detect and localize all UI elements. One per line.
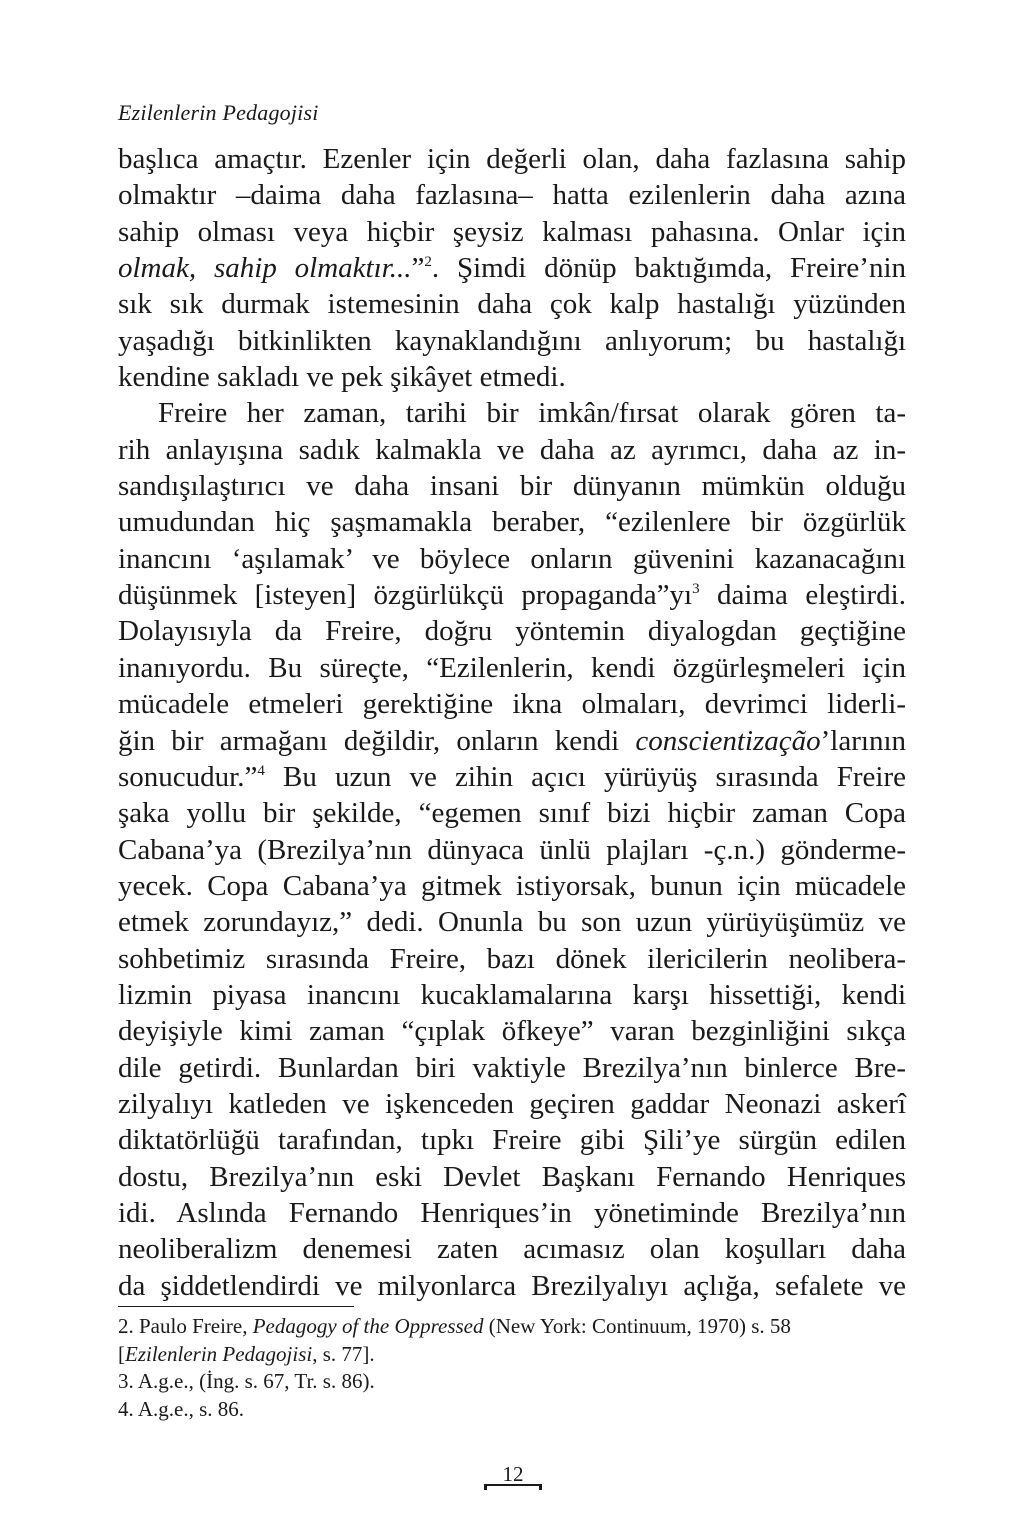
text-segment: Bu uzun ve zihin açıcı yürüyüş sırasında Freire (264, 760, 906, 793)
footnote-separator (118, 1306, 354, 1307)
text-segment: , s. 77]. (312, 1341, 375, 1366)
text-segment: sandışılaştırıcı ve daha insani bir dünyanın mümkün olduğu (118, 470, 906, 503)
text-line (118, 904, 906, 940)
text-segment: düşünmek [isteyen] özgürlükçü propaganda”yı (118, 579, 693, 612)
text-line (118, 250, 906, 286)
text-segment: da şiddetlendirdi ve milyonlarca Brezilyalıyı açlığa, sefalete ve (118, 1269, 906, 1302)
text-line (118, 577, 906, 613)
text-segment: başlıca amaçtır. Ezenler için değerli olan, daha fazlasına sahip (118, 143, 906, 175)
text-segment: daima eleştirdi. (699, 579, 906, 612)
text-segment: ğin bir armağanı değildir, onların kendi (118, 724, 636, 757)
text-line (118, 286, 906, 322)
text-segment: yaşadığı bitkinlikten kaynaklandığını anlıyorum; bu hastalığı (118, 324, 906, 357)
footnote-marker: 4 (257, 762, 265, 779)
text-segment: inanıyordu. Bu süreçte, “Ezilenlerin, kendi özgürleşmeleri için (118, 651, 906, 684)
footnote-line (118, 1313, 906, 1341)
text-segment: sohbetimiz sırasında Freire, bazı dönek ilericilerin neolibera- (118, 942, 906, 975)
text-line (118, 723, 906, 759)
footnote-line (118, 1396, 906, 1424)
text-segment: sonucudur.” (118, 760, 258, 793)
text-segment: lizmin piyasa inancını kucaklamalarına karşı hissettiği, kendi (118, 978, 906, 1011)
text-segment: [ (118, 1341, 125, 1366)
text-segment: deyişiyle kimi zaman “çıplak öfkeye” varan bezginliğini sıkça (118, 1015, 906, 1048)
text-line (118, 795, 906, 831)
text-segment: . Şimdi dönüp baktığımda, Freire’nin (431, 252, 906, 285)
text-segment: idi. Aslında Fernando Henriques’in yönetiminde Brezilya’nın (118, 1196, 906, 1229)
italic-text: Ezilenlerin Pedagojisi (125, 1341, 313, 1366)
footnote-line (118, 1368, 906, 1396)
text-line (118, 395, 906, 431)
text-segment: Dolayısıyla da Freire, doğru yöntemin diyalogdan geçtiğine (118, 615, 906, 648)
text-segment: 4. A.g.e., s. 86. (118, 1396, 244, 1421)
text-line (118, 1268, 906, 1304)
text-line (118, 1122, 906, 1158)
text-line (118, 1086, 906, 1122)
text-line (118, 1159, 906, 1195)
text-segment: 2. Paulo Freire, (118, 1314, 253, 1338)
text-segment: (New York: Continuum, 1970) s. 58 (483, 1314, 791, 1338)
text-line (118, 214, 906, 250)
text-segment: kendine sakladı ve pek şikâyet etmedi. (118, 361, 566, 394)
text-segment: ” (411, 252, 425, 285)
text-segment: etmek zorundayız,” dedi. Onunla bu son uzun yürüyüşümüz ve (118, 906, 906, 939)
italic-text: olmak, sahip olmaktır... (118, 252, 412, 285)
text-line (118, 1050, 906, 1086)
text-segment: dile getirdi. Bunlardan biri vaktiyle Brezilya’nın binlerce Bre- (118, 1051, 906, 1084)
running-head: Ezilenlerin Pedagojisi (118, 100, 319, 125)
text-line (118, 650, 906, 686)
footnote-marker: 3 (692, 581, 700, 598)
text-segment: inancını ‘aşılamak’ ve böylece onların güvenini kazanacağını (118, 542, 906, 575)
text-segment: dostu, Brezilya’nın eski Devlet Başkanı Fernando Henriques (118, 1160, 906, 1193)
text-segment: yecek. Copa Cabana’ya gitmek istiyorsak, bunun için mücadele (118, 869, 906, 902)
text-segment: zilyalıyı katleden ve işkenceden geçiren gaddar Neonazi askerî (118, 1087, 906, 1120)
footnote-marker: 2 (424, 254, 432, 271)
text-line (118, 832, 906, 868)
text-line (118, 686, 906, 722)
text-segment: rih anlayışına sadık kalmakla ve daha az ayrımcı, daha az in- (118, 433, 906, 466)
italic-text: Pedagogy of the Oppressed (252, 1314, 484, 1338)
text-segment: 3. A.g.e., (İng. s. 67, Tr. s. 86). (118, 1369, 375, 1393)
text-segment: mücadele etmeleri gerektiğine ikna olmaları, devrimci liderli- (118, 688, 906, 721)
book-page (118, 0, 906, 1536)
text-line (118, 613, 906, 649)
text-segment: sık sık durmak istemesinin daha çok kalp hastalığı yüzünden (118, 288, 906, 321)
text-segment: şaka yollu bir şekilde, “egemen sınıf bizi hiçbir zaman Copa (118, 797, 906, 830)
text-line (118, 941, 906, 977)
page-number-ornament (484, 1484, 542, 1490)
text-line (118, 1013, 906, 1049)
text-line (118, 141, 906, 177)
text-line (118, 177, 906, 213)
text-line (118, 541, 906, 577)
text-segment: sahip olması veya hiçbir şeysiz kalması pahasına. Onlar için (118, 215, 906, 248)
text-segment: neoliberalizm denemesi zaten acımasız olan koşulları daha (118, 1233, 906, 1266)
text-segment: umudundan hiç şaşmamakla beraber, “ezilenlere bir özgürlük (118, 506, 906, 539)
text-segment: Cabana’ya (Brezilya’nın dünyaca ünlü plajları -ç.n.) gönderme- (118, 833, 906, 866)
text-line (118, 432, 906, 468)
text-line (118, 1195, 906, 1231)
footnote-line (118, 1341, 906, 1369)
text-line (118, 977, 906, 1013)
text-segment: ’larının (820, 724, 906, 757)
body-text (118, 141, 906, 1304)
text-line (118, 323, 906, 359)
text-line (118, 868, 906, 904)
text-segment: diktatörlüğü tarafından, tıpkı Freire gibi Şili’ye sürgün edilen (118, 1124, 906, 1157)
text-line (118, 468, 906, 504)
text-line (118, 359, 906, 395)
text-segment: olmaktır –daima daha fazlasına– hatta ezilenlerin daha azına (118, 179, 906, 212)
text-line (118, 504, 906, 540)
text-line (118, 1231, 906, 1267)
text-segment: Freire her zaman, tarihi bir imkân/fırsat olarak gören ta- (158, 397, 906, 430)
text-line (118, 759, 906, 795)
page-number: 12 (502, 1462, 524, 1486)
page-number-block (484, 1462, 542, 1492)
italic-text: conscientização (635, 724, 821, 757)
footnotes (118, 1313, 906, 1423)
